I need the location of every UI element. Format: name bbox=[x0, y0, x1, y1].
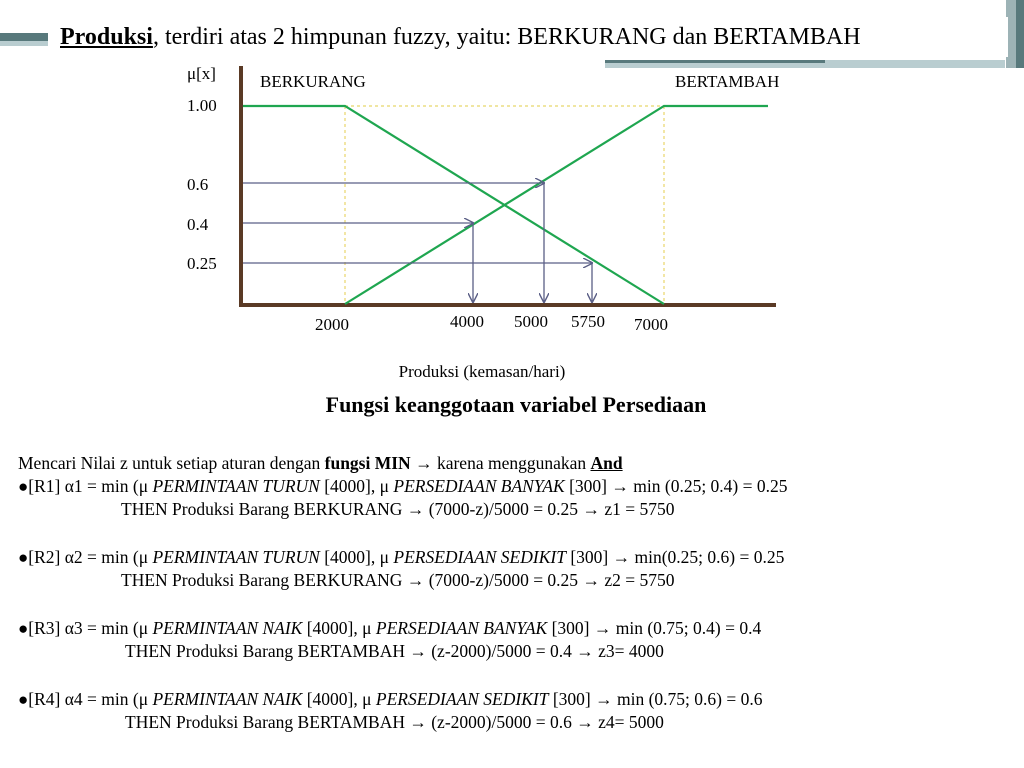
arrow-icon: → bbox=[415, 453, 433, 473]
rule-2: ●[R2] α2 = min (μ PERMINTAAN TURUN [4000], μ PERSEDIAAN SEDIKIT [300] → min(0.25; 0.6) = 0.25 bbox=[18, 547, 785, 567]
arrow-icon: → bbox=[576, 712, 594, 732]
x-tick-5750: 5750 bbox=[571, 312, 605, 331]
set-label-berkurang: BERKURANG bbox=[260, 72, 366, 91]
x-tick-5000: 5000 bbox=[514, 312, 548, 331]
bullet-icon: ● bbox=[18, 619, 29, 638]
arrow-icon: → bbox=[595, 689, 613, 709]
bertambah-function bbox=[345, 106, 768, 304]
arrow-icon: → bbox=[406, 570, 425, 590]
rule-3: ●[R3] α3 = min (μ PERMINTAAN NAIK [4000], μ PERSEDIAAN BANYAK [300] → min (0.75; 0.4) = 0.4 bbox=[18, 618, 762, 638]
y-tick-0-6: 0.6 bbox=[187, 175, 209, 194]
bullet-icon: ● bbox=[18, 477, 29, 496]
x-axis-caption: Produksi (kemasan/hari) bbox=[398, 362, 566, 381]
x-tick-2000: 2000 bbox=[315, 315, 349, 334]
set-label-bertambah: BERTAMBAH bbox=[675, 72, 780, 91]
x-tick-7000: 7000 bbox=[634, 315, 668, 334]
y-axis-label: μ[x] bbox=[187, 64, 216, 83]
y-tick-1: 1.00 bbox=[187, 96, 217, 115]
slide-title-rest: , terdiri atas 2 himpunan fuzzy, yaitu: BERKURANG dan BERTAMBAH bbox=[152, 24, 861, 50]
rule-4: ●[R4] α4 = min (μ PERMINTAAN NAIK [4000], μ PERSEDIAAN SEDIKIT [300] → min (0.75; 0.6) = 0.6 bbox=[18, 689, 763, 709]
arrow-icon: → bbox=[409, 712, 427, 732]
rule-1: ●[R1] α1 = min (μ PERMINTAAN TURUN [4000], μ PERSEDIAAN BANYAK [300] → min (0.25; 0.4) = 0.25 bbox=[18, 476, 788, 496]
berkurang-function bbox=[243, 106, 664, 304]
bullet-icon: ● bbox=[18, 690, 29, 709]
slide-title-bold: Produksi bbox=[60, 24, 153, 50]
x-tick-4000: 4000 bbox=[450, 312, 484, 331]
intro-line: Mencari Nilai z untuk setiap aturan dengan fungsi MIN → karena menggunakan And bbox=[18, 453, 623, 473]
arrow-icon: → bbox=[593, 618, 612, 638]
arrow-icon: → bbox=[582, 499, 600, 519]
rule-2-then: THEN Produksi Barang BERKURANG → (7000-z)/5000 = 0.25 → z2 = 5750 bbox=[121, 570, 675, 590]
bullet-icon: ● bbox=[18, 548, 29, 567]
arrow-icon: → bbox=[582, 570, 600, 590]
figure-caption: Fungsi keanggotaan variabel Persediaan bbox=[325, 392, 707, 417]
rule-3-then: THEN Produksi Barang BERTAMBAH → (z-2000)/5000 = 0.4 → z3= 4000 bbox=[125, 641, 664, 661]
arrow-icon: → bbox=[409, 641, 427, 661]
y-tick-0-4: 0.4 bbox=[187, 215, 209, 234]
y-tick-0-25: 0.25 bbox=[187, 254, 217, 273]
rule-1-then: THEN Produksi Barang BERKURANG → (7000-z)/5000 = 0.25 → z1 = 5750 bbox=[121, 499, 675, 519]
arrow-icon: → bbox=[406, 499, 425, 519]
arrow-icon: → bbox=[576, 641, 594, 661]
rule-4-then: THEN Produksi Barang BERTAMBAH → (z-2000)/5000 = 0.6 → z4= 5000 bbox=[125, 712, 664, 732]
arrow-icon: → bbox=[612, 547, 631, 567]
arrow-icon: → bbox=[611, 476, 629, 496]
rules-explanation bbox=[18, 452, 1018, 734]
